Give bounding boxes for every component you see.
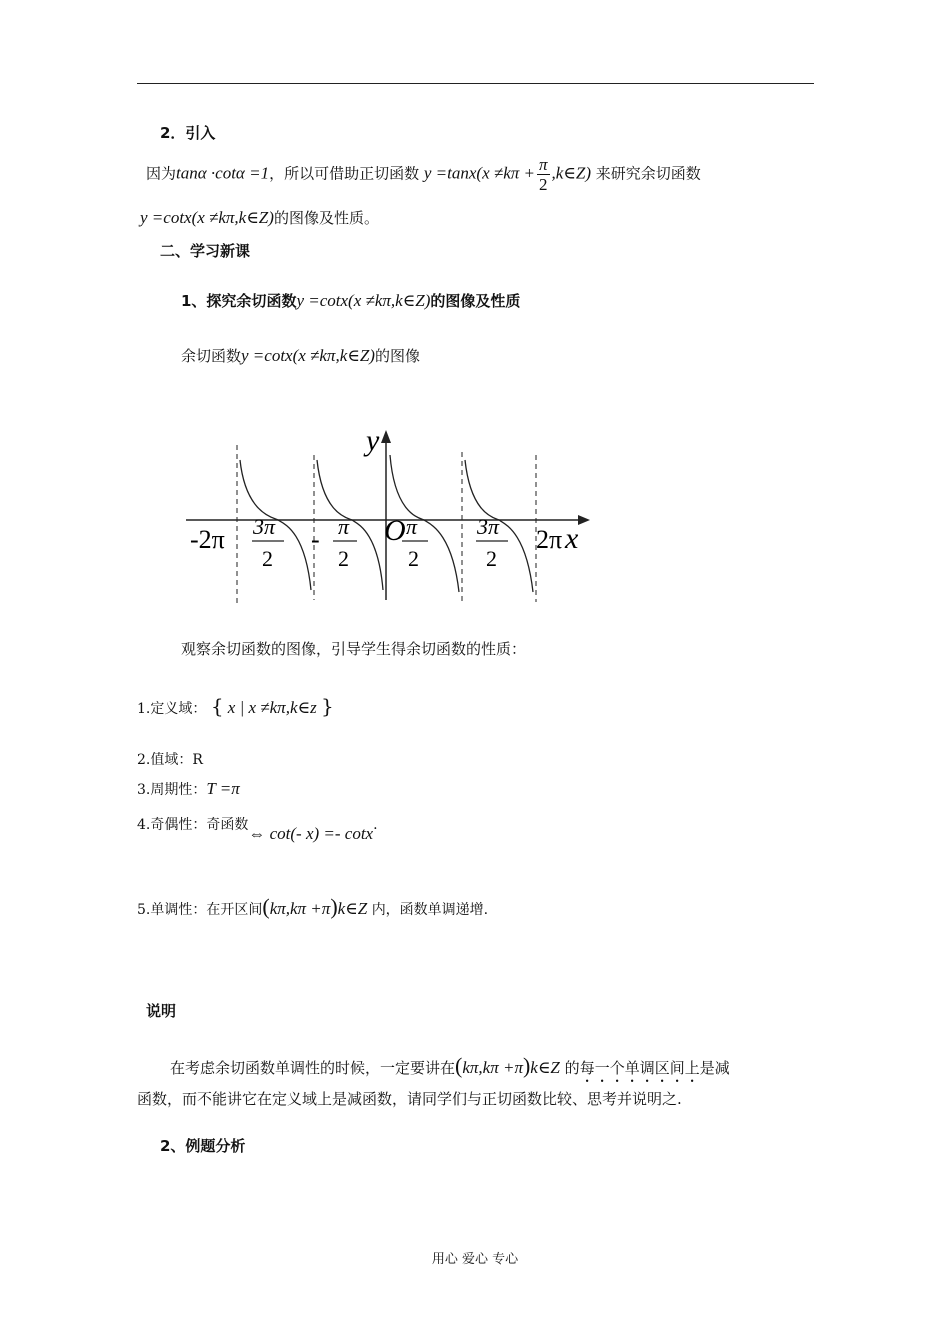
period-eq: T =π [206,779,240,798]
intro-paragraph-line1 [146,155,701,194]
monotonic-k: k∈Z [337,899,368,918]
tan-function-tail: ,k∈Z) [551,163,592,183]
note-interval-content: kπ,kπ +π [462,1058,523,1077]
intro-text-end: 的图像及性质。 [273,209,379,227]
note-line2: 函数，而不能讲它在定义域上是减函数，请同学们与正切函数比较、思考并说明之. [137,1090,682,1108]
intro-paragraph-line2 [140,207,379,228]
note-interval: (kπ,kπ +π) [455,1053,531,1078]
fraction-numerator: π [538,155,548,174]
svg-text:2: 2 [486,546,497,571]
property-monotonic [137,894,488,920]
header-rule [137,83,814,84]
tick-label-2pi: 2π [536,525,563,554]
property-range: 2.值域：R [137,752,203,768]
monotonic-label: 5.单调性：在开区间 [137,902,263,918]
domain-label: 1.定义域： [137,701,207,717]
y-axis-arrow [381,430,391,443]
page-footer: 用心 爱心 专心 [431,1252,519,1267]
svg-text:2: 2 [408,546,419,571]
x-axis-arrow [578,515,590,525]
cotangent-graph [180,420,600,610]
intro-text-after: 来研究余切函数 [595,164,701,183]
section-heading: 二、学习新课 [160,242,251,260]
note-emphasis: 每一个单调区间上 [579,1059,700,1077]
intro-text-before: 因为 [146,164,177,183]
tick-label-neg-2pi: -2π [190,525,225,554]
subsection-text-before: 1、探究余切函数 [181,292,297,310]
tan-function: y =tanx(x ≠kπ + [423,163,535,183]
note-text-before: 在考虑余切函数单调性的时候，一定要讲在 [170,1059,456,1077]
svg-text:2: 2 [262,546,273,571]
tick-label-pi-2-left [333,514,357,571]
example-title: 2、例题分析 [160,1137,246,1155]
intro-text-mid: ，所以可借助正切函数 [269,164,420,183]
note-title: 说明 [146,1002,177,1020]
graph-caption [181,345,420,366]
note-text-after: 是减 [699,1059,730,1077]
property-domain [137,694,334,718]
caption-function: y =cotx(x ≠kπ,k∈Z) [241,346,375,365]
tan-cot-identity: tanα ·cotα =1 [176,163,270,183]
y-axis-label: y [366,424,380,457]
monotonic-interval-content: kπ,kπ +π [269,899,331,918]
cot-branch-1 [240,460,311,590]
parity-eq: ⇔ cot(- x) =- cotx [248,824,374,843]
svg-text:π: π [406,514,418,539]
heading-intro: 2．引入 [160,124,216,142]
tick-labels [190,514,562,571]
note-k: k∈Z [530,1058,560,1077]
svg-text:π: π [338,514,350,539]
caption-text-before: 余切函数 [181,347,242,365]
subsection-text-after: 的图像及性质 [430,292,521,310]
fraction-denominator: 2 [539,175,548,194]
tick-label-3pi-2-left [252,514,284,571]
property-parity [137,814,378,843]
origin-label: O [384,514,406,547]
observe-text: 观察余切函数的图像，引导学生得余切函数的性质： [181,640,527,658]
note-text-mid: 的 [564,1059,580,1077]
tick-label-pi-2-right [402,514,428,571]
domain-set-content: x | x ≠kπ,k∈z [227,698,317,717]
note-line1 [170,1053,730,1086]
period-label: 3.周期性： [137,782,207,798]
svg-text:3π: 3π [253,514,276,539]
domain-set: { x | x ≠kπ,k∈z } [210,694,334,718]
subsection-heading [181,290,520,311]
svg-text:3π: 3π [477,514,500,539]
pi-over-2-fraction [537,155,550,194]
svg-text:2: 2 [338,546,349,571]
tick-label-minus: - [311,525,320,554]
caption-text-after: 的图像 [374,347,420,365]
property-period [137,779,240,799]
cot-branch-2 [317,460,383,590]
monotonic-interval: (kπ,kπ +π) [262,894,338,919]
cot-function: y =cotx(x ≠kπ,k∈Z) [140,208,274,227]
x-axis-label: x [565,522,579,555]
monotonic-after: 内，函数单调递增. [371,902,489,918]
subsection-function: y =cotx(x ≠kπ,k∈Z) [296,291,431,310]
parity-tail: . [373,817,378,833]
parity-label: 4.奇偶性：奇函数 [137,817,249,833]
